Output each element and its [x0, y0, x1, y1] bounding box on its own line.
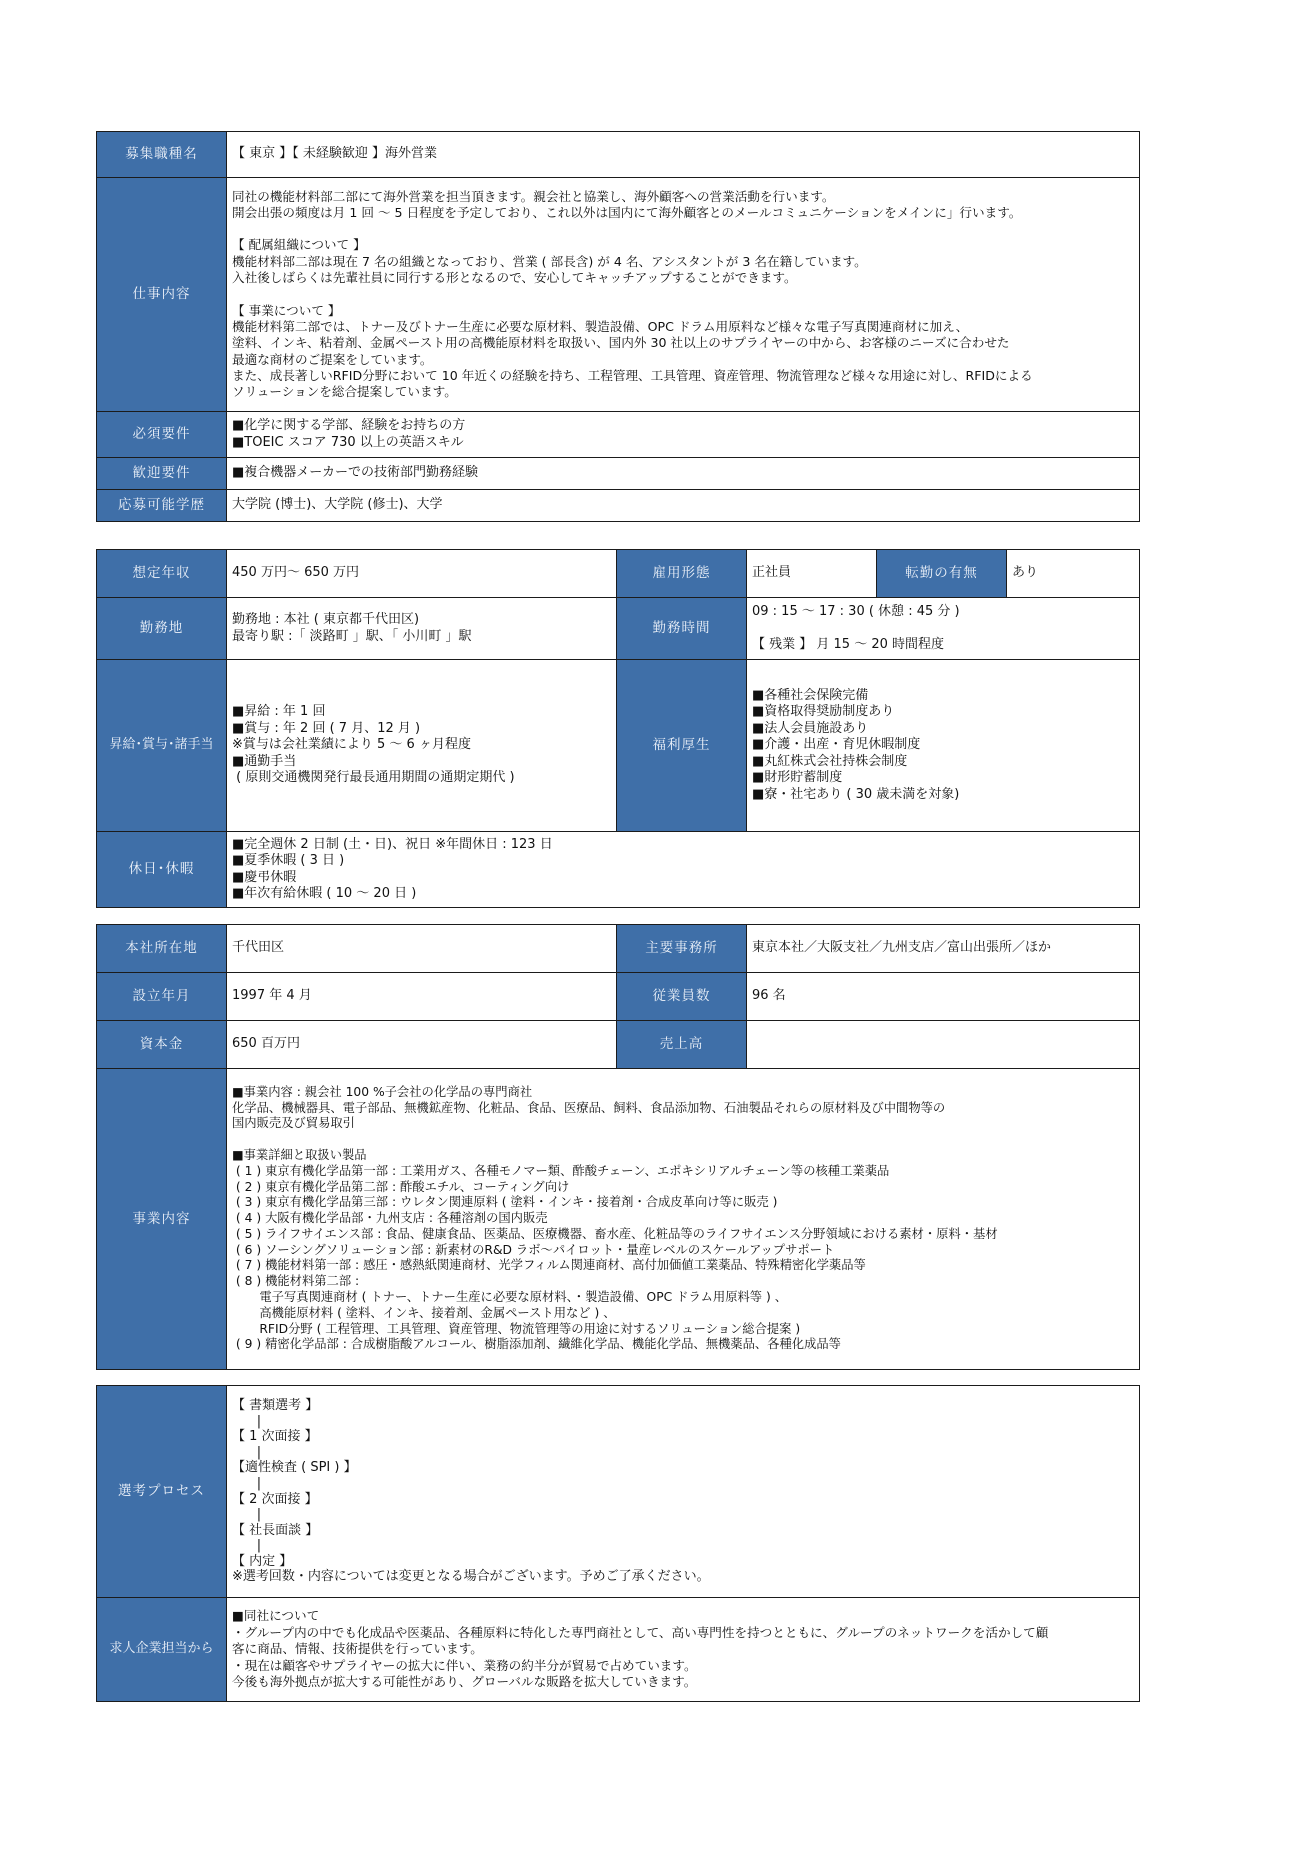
- hq-value: 千代田区: [227, 925, 617, 973]
- employment-label: 雇用形態: [617, 550, 747, 598]
- sales-value: [747, 1021, 1140, 1069]
- business-value: ■事業内容 : 親会社 100 %子会社の化学品の専門商社 化学品、機械器具、電子部品、無機鉱産物、化粧品、食品、医療品、飼料、食品添加物、石油製品それらの原材料及び中間物等の 国内販売及び貿易取引 ■事業詳細と取扱い製品 ( 1 ) 東京有機化学品第一部 : 工業用ガス、各種モノマー類、酢酸チェーン、エポキシリアルチェーン等の核種工業薬品 ( 2 ) 東京有機化学品第二部 : 酢酸エチル、コーティング向け ( 3 ) 東京有機化学品第三部 : ウレタン関連原料 ( 塗料・インキ・接着剤・合成皮革向け等に販売 ) ( 4 ) 大阪有機化学品部・九州支店 : 各種溶剤の国内販売 ( 5 ) ライフサイエンス部 : 食品、健康食品、医薬品、医療機器、畜水産、化粧品等のライフサイエンス分野領域における素材・原料・基材 ( 6 ) ソーシングソリューション部 : 新素材のR&D ラボ～パイロット・量産レベルのスケールアップサポート ( 7 ) 機能材料第一部 : 感圧・感熱紙関連商材、光学フィルム関連商材、高付加価値工業薬品、特殊精密化学薬品等 ( 8 ) 機能材料第二部 : 電子写真関連商材 ( トナー、トナー生産に必要な原材料、・製造設備、OPC ドラム用原料等 ) 、 高機能原材料 ( 塗料、インキ、接着剤、金属ペースト用など ) 、 RFID分野 ( 工程管理、工具管理、資産管理、物流管理等の用途に対するソリューション総合提案 ) ( 9 ) 精密化学品部 : 合成樹脂酸アルコール、樹脂添加剤、繊維化学品、機能化学品、無機薬品、各種化成品等: [227, 1069, 1140, 1370]
- holiday-label: 休日･休暇: [97, 832, 227, 908]
- welcome-value: ■複合機器メーカーでの技術部門勤務経験: [227, 458, 1140, 490]
- recruiter-label: 求人企業担当から: [97, 1598, 227, 1702]
- transfer-value: あり: [1007, 550, 1140, 598]
- salary-value: 450 万円～ 650 万円: [227, 550, 617, 598]
- process-label: 選考プロセス: [97, 1386, 227, 1598]
- holiday-value: ■完全週休 2 日制 (土・日)、祝日 ※年間休日 : 123 日 ■夏季休暇 ( 3 日 ) ■慶弔休暇 ■年次有給休暇 ( 10 ～ 20 日 ): [227, 832, 1140, 908]
- welfare-label: 福利厚生: [617, 660, 747, 832]
- founded-value: 1997 年 4 月: [227, 973, 617, 1021]
- welfare-value: ■各種社会保険完備 ■資格取得奨励制度あり ■法人会員施設あり ■介護・出産・育児休暇制度 ■丸紅株式会社持株会制度 ■財形貯蓄制度 ■寮・社宅あり ( 30 歳未満を対象): [747, 660, 1140, 832]
- job-title-label: 募集職種名: [97, 132, 227, 178]
- employees-value: 96 名: [747, 973, 1140, 1021]
- job-overview-table: [96, 131, 1140, 522]
- salary-label: 想定年収: [97, 550, 227, 598]
- job-content-label: 仕事内容: [97, 178, 227, 412]
- sales-label: 売上高: [617, 1021, 747, 1069]
- hours-label: 勤務時間: [617, 598, 747, 660]
- raise-value: ■昇給 : 年 1 回 ■賞与 : 年 2 回 ( 7 月、12 月 ) ※賞与は会社業績により 5 ～ 6 ヶ月程度 ■通勤手当 ( 原則交通機関発行最長通用期間の通期定期代 ): [227, 660, 617, 832]
- employees-label: 従業員数: [617, 973, 747, 1021]
- transfer-label: 転勤の有無: [877, 550, 1007, 598]
- offices-label: 主要事務所: [617, 925, 747, 973]
- offices-value: 東京本社／大阪支社／九州支店／富山出張所／ほか: [747, 925, 1140, 973]
- education-value: 大学院 (博士)、大学院 (修士)、大学: [227, 490, 1140, 522]
- conditions-table: [96, 549, 1140, 908]
- capital-value: 650 百万円: [227, 1021, 617, 1069]
- selection-table: [96, 1385, 1140, 1702]
- company-table: [96, 924, 1140, 1370]
- location-label: 勤務地: [97, 598, 227, 660]
- required-label: 必須要件: [97, 412, 227, 458]
- founded-label: 設立年月: [97, 973, 227, 1021]
- recruiter-value: ■同社について ・グループ内の中でも化成品や医薬品、各種原料に特化した専門商社として、高い専門性を持つとともに、グループのネットワークを活かして顧 客に商品、情報、技術提供を行っています。 ・現在は顧客やサプライヤーの拡大に伴い、業務の約半分が貿易で占めています。 今後も海外拠点が拡大する可能性があり、グローバルな販路を拡大していきます。: [227, 1598, 1140, 1702]
- welcome-label: 歓迎要件: [97, 458, 227, 490]
- business-label: 事業内容: [97, 1069, 227, 1370]
- raise-label: 昇給･賞与･諸手当: [97, 660, 227, 832]
- employment-value: 正社員: [747, 550, 877, 598]
- required-value: ■化学に関する学部、経験をお持ちの方 ■TOEIC スコア 730 以上の英語スキル: [227, 412, 1140, 458]
- location-value: 勤務地 : 本社 ( 東京都千代田区) 最寄り駅 :「 淡路町 」駅、「 小川町 」駅: [227, 598, 617, 660]
- process-value: 【 書類選考 】 | 【 1 次面接 】 | 【適性検査 ( SPI ) 】 | 【 2 次面接 】 | 【 社長面談 】 | 【 内定 】 ※選考回数・内容については変更となる場合がございます。予めご了承ください。: [227, 1386, 1140, 1598]
- hq-label: 本社所在地: [97, 925, 227, 973]
- job-title-value: 【 東京 】【 未経験歓迎 】海外営業: [227, 132, 1140, 178]
- capital-label: 資本金: [97, 1021, 227, 1069]
- hours-value: 09 : 15 ～ 17 : 30 ( 休憩 : 45 分 ) 【 残業 】 月 15 ～ 20 時間程度: [747, 598, 1140, 660]
- job-content-value: 同社の機能材料部二部にて海外営業を担当頂きます。親会社と協業し、海外顧客への営業活動を行います。 開会出張の頻度は月 1 回 ～ 5 日程度を予定しており、これ以外は国内にて海外顧客とのメールコミュニケーションをメインに」行います。 【 配属組織について 】 機能材料部二部は現在 7 名の組織となっており、営業 ( 部長含) が 4 名、アシスタントが 3 名在籍しています。 入社後しばらくは先輩社員に同行する形となるので、安心してキャッチアップすることができます。 【 事業について 】 機能材料第二部では、トナー及びトナー生産に必要な原材料、製造設備、OPC ドラム用原料など様々な電子写真関連商材に加え、 塗料、インキ、粘着剤、金属ペースト用の高機能原材料を取扱い、国内外 30 社以上のサプライヤーの中から、お客様のニーズに合わせた 最適な商材のご提案をしています。 また、成長著しいRFID分野において 10 年近くの経験を持ち、工程管理、工具管理、資産管理、物流管理など様々な用途に対し、RFIDによる ソリューションを総合提案しています。: [227, 178, 1140, 412]
- education-label: 応募可能学歴: [97, 490, 227, 522]
